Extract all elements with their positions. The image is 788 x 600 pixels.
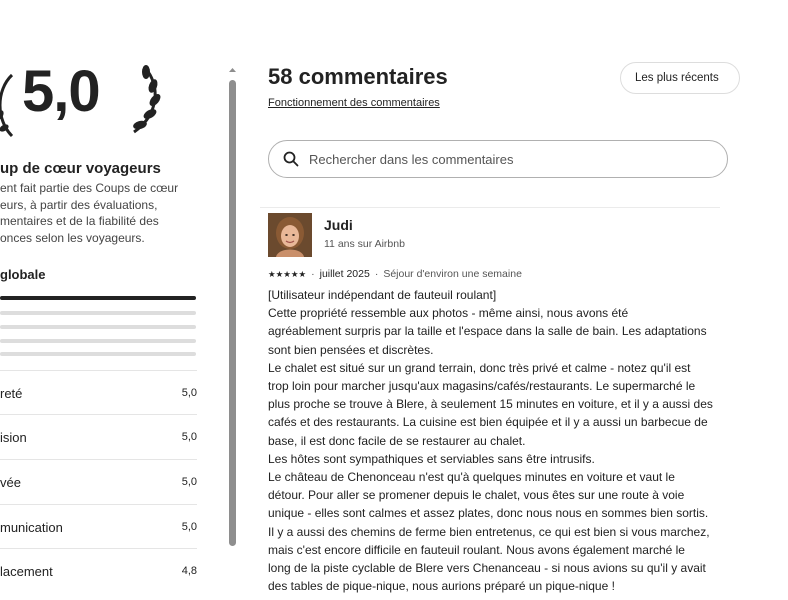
reviewer-name: Judi <box>324 217 353 233</box>
rating-distribution-bar <box>0 311 196 315</box>
review-search-box[interactable] <box>268 140 728 178</box>
overall-rating-value: 5,0 <box>22 59 100 124</box>
rating-distribution-bar <box>0 325 196 329</box>
category-value: 5,0 <box>181 387 197 399</box>
laurel-left-icon <box>0 70 20 140</box>
separator-dot: · <box>374 268 379 280</box>
sort-label: Les plus récents <box>635 72 719 84</box>
award-desc-line: onces selon les voyageurs. <box>0 230 145 245</box>
category-value: 5,0 <box>181 476 197 488</box>
divider <box>260 207 720 208</box>
review-line: trop loin pour marcher jusqu'aux magasins/cafés/restaurants. Le supermarché le <box>268 379 696 394</box>
review-date: juillet 2025 <box>319 268 370 280</box>
reviewer-tenure: 11 ans sur Airbnb <box>324 238 405 250</box>
search-icon <box>283 151 299 167</box>
laurel-right-icon <box>120 62 165 137</box>
review-line: cafés et des restaurants. La cuisine est bien équipée et il y a aussi un barbecue de <box>268 415 708 430</box>
rating-summary-panel <box>0 0 215 600</box>
category-label: munication <box>0 519 63 535</box>
how-reviews-work-link[interactable]: Fonctionnement des commentaires <box>268 97 440 109</box>
separator-dot: · <box>311 268 315 280</box>
category-rating-row <box>0 414 197 459</box>
reviewer-avatar[interactable] <box>268 213 312 257</box>
review-search-input[interactable] <box>307 151 691 168</box>
review-line: [Utilisateur indépendant de fauteuil roulant] <box>268 288 497 302</box>
category-label: lacement <box>0 563 53 579</box>
category-label: vée <box>0 474 21 490</box>
reviews-count-heading: 58 commentaires <box>268 64 448 89</box>
overall-rating-label: globale <box>0 267 46 282</box>
review-line: Le château de Chenonceau n'est qu'à quelques minutes en voiture et vaut le <box>268 470 675 485</box>
guest-favorite-description <box>0 180 212 246</box>
review-meta <box>268 268 522 280</box>
review-line: Il y a aussi des chemins de ferme bien entretenus, ce qui est bien si vous marchez, <box>268 524 710 539</box>
category-rating-row <box>0 370 197 415</box>
review-line: détour. Pour aller se promener depuis le chalet, vous êtes sur une route à voie <box>268 488 685 503</box>
reviewer-photo-image <box>268 213 312 257</box>
award-desc-line: eurs, à partir des évaluations, <box>0 197 158 212</box>
review-line: plus proche se trouve à Blere, à seulement 15 minutes en voiture, et il y a aussi des <box>268 397 713 412</box>
category-value: 5,0 <box>181 521 197 533</box>
star-rating-icon: ★★★★★ <box>268 268 307 279</box>
review-line: base, il est donc facile de se restaurer au chalet. <box>268 433 526 448</box>
review-line: mais c'est encore difficile en fauteuil roulant. Nous avons également marché le <box>268 542 685 557</box>
rating-distribution-bar <box>0 339 196 343</box>
stay-duration: Séjour d'environ une semaine <box>383 268 522 280</box>
category-value: 4,8 <box>181 565 197 577</box>
category-rating-row <box>0 504 197 549</box>
scrollbar-thumb[interactable] <box>229 80 236 546</box>
review-line: des tables de pique-nique, nous aurions préparé un pique-nique ! <box>268 579 615 594</box>
category-label: reté <box>0 385 23 401</box>
award-desc-line: ent fait partie des Coups de cœur <box>0 181 179 195</box>
category-label: ision <box>0 429 27 445</box>
review-line: Cette propriété ressemble aux photos - même ainsi, nous avons été <box>268 306 629 321</box>
review-line: long de la piste cyclable de Blere vers Chenanceau - si nous avions su qu'il y avait <box>268 561 706 576</box>
award-desc-line: mentaires et de la fiabilité des <box>0 214 159 228</box>
category-rating-row <box>0 548 197 593</box>
scroll-up-arrow-icon[interactable] <box>228 66 237 74</box>
rating-bar-fill <box>0 296 196 300</box>
category-rating-row <box>0 459 197 504</box>
reviews-panel <box>268 0 719 600</box>
rating-distribution-bar <box>0 352 196 356</box>
category-value: 5,0 <box>181 431 197 443</box>
guest-favorite-title: up de cœur voyageurs <box>0 160 161 177</box>
review-text <box>268 286 788 595</box>
rating-distribution-bar <box>0 296 196 300</box>
review-line: agréablement surpris par la taille et l'espace dans la salle de bain. Les adaptations <box>268 324 707 339</box>
review-line: sont bien pensées et discrètes. <box>268 342 434 357</box>
review-line: Le chalet est situé sur un grand terrain, donc très privé et calme - notez qu'il est <box>268 360 691 375</box>
review-line: Les hôtes sont sympathiques et serviables sans être intrusifs. <box>268 451 595 466</box>
sort-dropdown-button[interactable] <box>620 62 740 94</box>
review-line: unique - elles sont calmes et assez plates, donc nous nous en sommes bien sortis. <box>268 506 709 521</box>
